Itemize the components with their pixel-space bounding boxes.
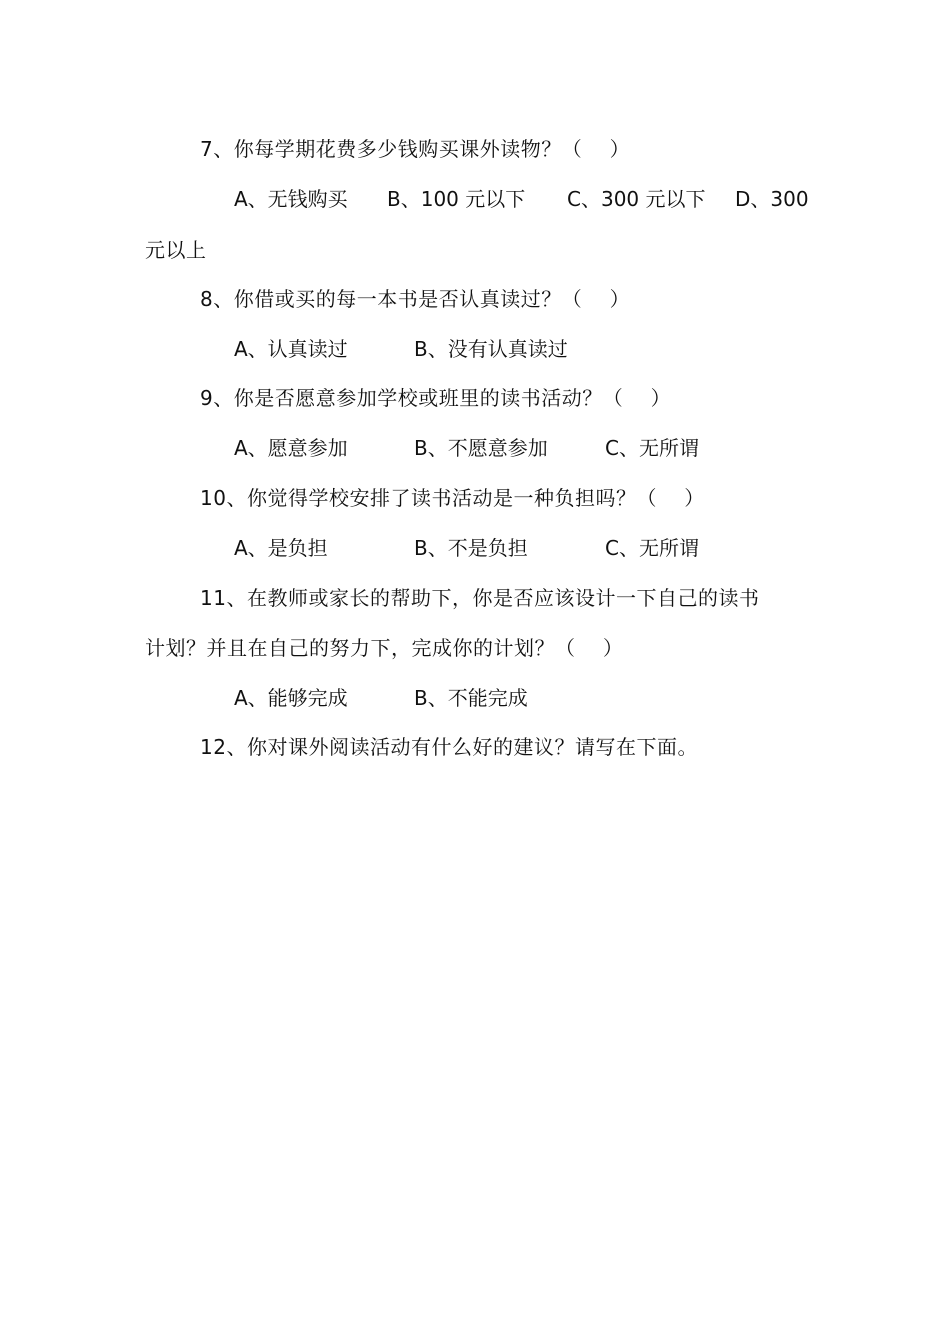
q7-option-d: D、300	[735, 187, 809, 211]
question-7: 7、你每学期花费多少钱购买课外读物？（ ）	[200, 137, 631, 161]
q7-option-c: C、300 元以下	[567, 187, 706, 211]
q7-option-d-continued: 元以上	[145, 238, 207, 262]
q10-option-a: A、是负担	[234, 536, 328, 560]
question-12: 12、你对课外阅读活动有什么好的建议？请写在下面。	[200, 735, 698, 759]
q8-option-a: A、认真读过	[234, 337, 348, 361]
question-11-line-1: 11、在教师或家长的帮助下，你是否应该设计一下自己的读书	[200, 586, 760, 610]
q9-option-b: B、不愿意参加	[414, 436, 548, 460]
question-11-line-2: 计划？并且在自己的努力下，完成你的计划？（ ）	[145, 636, 624, 660]
q9-option-a: A、愿意参加	[234, 436, 348, 460]
q10-option-c: C、无所谓	[605, 536, 699, 560]
q11-option-a: A、能够完成	[234, 686, 348, 710]
q11-option-b: B、不能完成	[414, 686, 528, 710]
q7-option-a: A、无钱购买	[234, 187, 348, 211]
q9-option-c: C、无所谓	[605, 436, 699, 460]
q10-option-b: B、不是负担	[414, 536, 528, 560]
q8-option-b: B、没有认真读过	[414, 337, 568, 361]
q7-option-b: B、100 元以下	[387, 187, 526, 211]
question-8: 8、你借或买的每一本书是否认真读过？（ ）	[200, 287, 631, 311]
question-10: 10、你觉得学校安排了读书活动是一种负担吗？（ ）	[200, 486, 705, 510]
question-9: 9、你是否愿意参加学校或班里的读书活动？（ ）	[200, 386, 672, 410]
